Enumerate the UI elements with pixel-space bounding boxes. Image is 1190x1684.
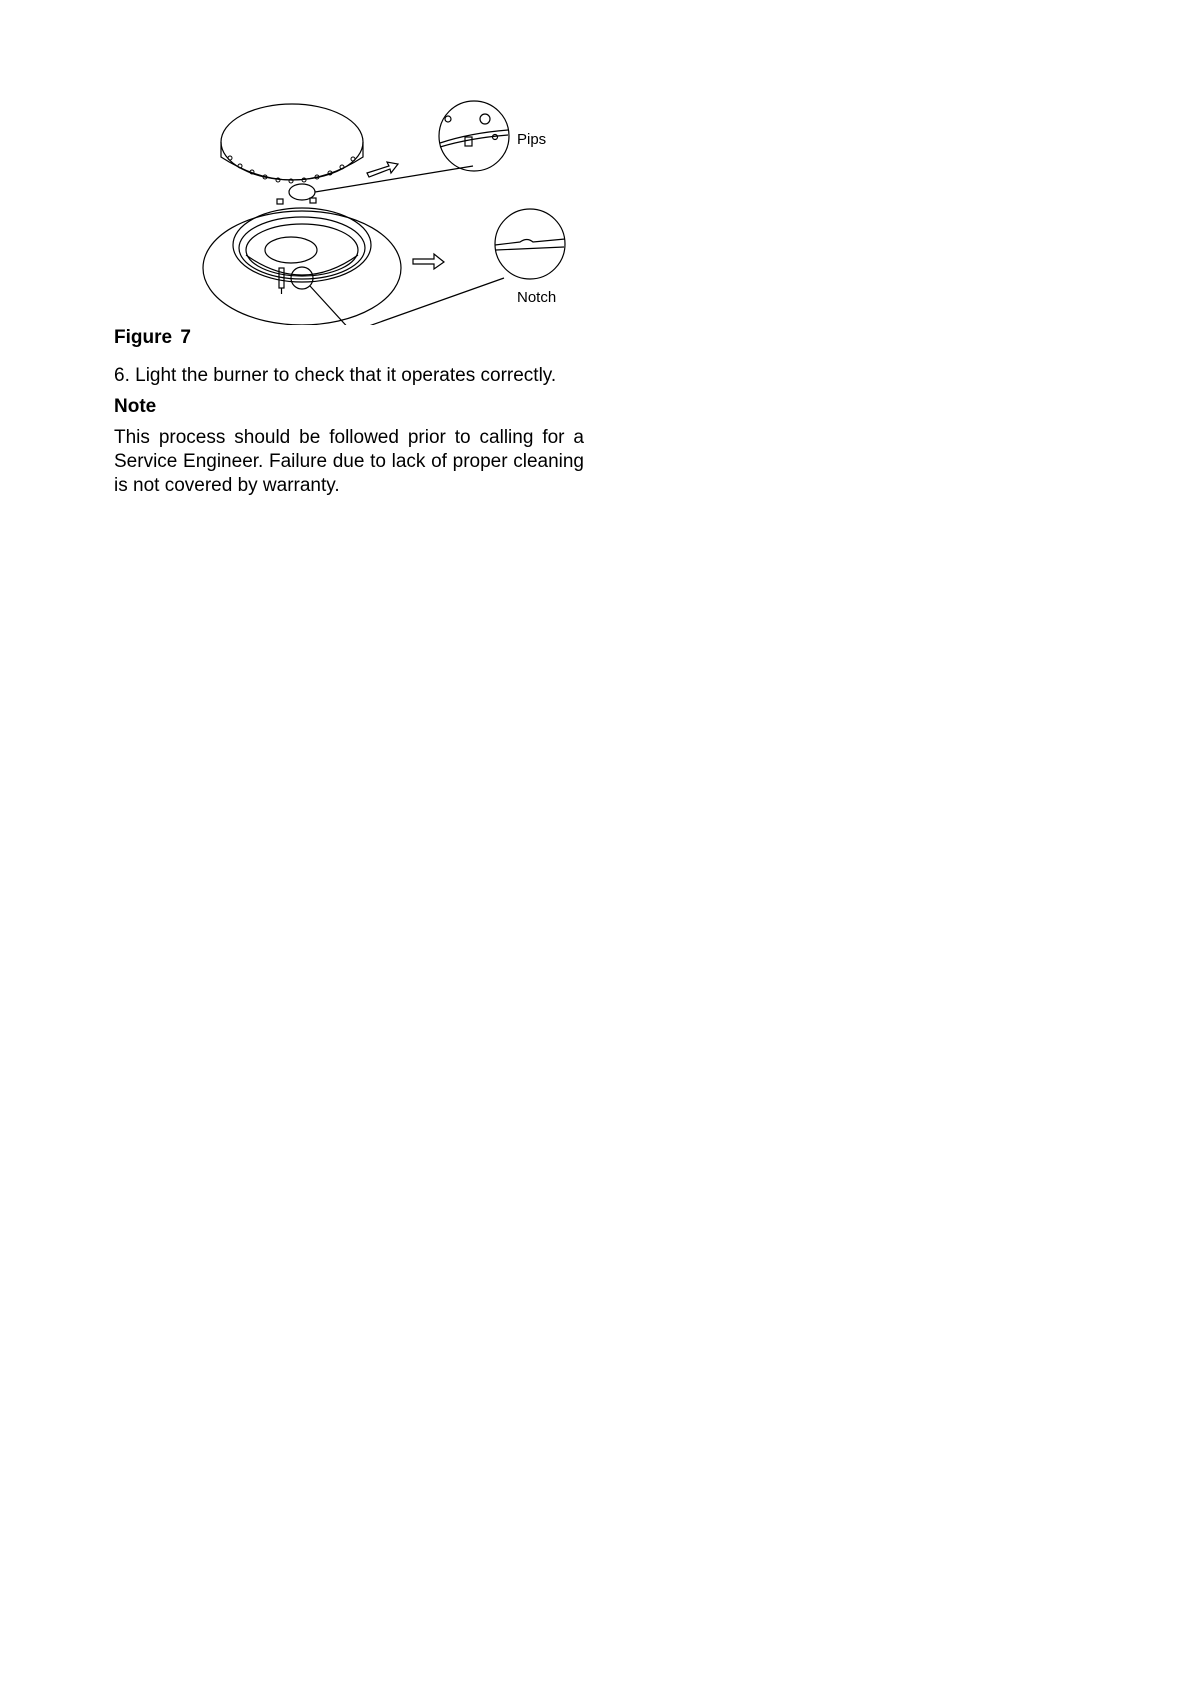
notch-label: Notch bbox=[517, 289, 557, 306]
arrow-right-icon bbox=[367, 162, 398, 177]
burner-base-plate bbox=[203, 208, 504, 325]
burner-cap bbox=[221, 104, 473, 204]
note-heading: Note bbox=[114, 396, 157, 417]
pips-label: Pips bbox=[517, 131, 547, 148]
pips-detail-circle bbox=[439, 101, 509, 171]
arrow-right-icon bbox=[413, 254, 444, 269]
note-body: This process should be followed prior to calling for a Service Engineer. Failure due to lack of proper cleaning is not covered by warranty. bbox=[114, 427, 584, 496]
step-6-text: 6. Light the burner to check that it operates correctly. bbox=[114, 365, 557, 386]
notch-detail-circle bbox=[495, 209, 565, 279]
figure-caption: Figure 7 bbox=[114, 327, 191, 348]
